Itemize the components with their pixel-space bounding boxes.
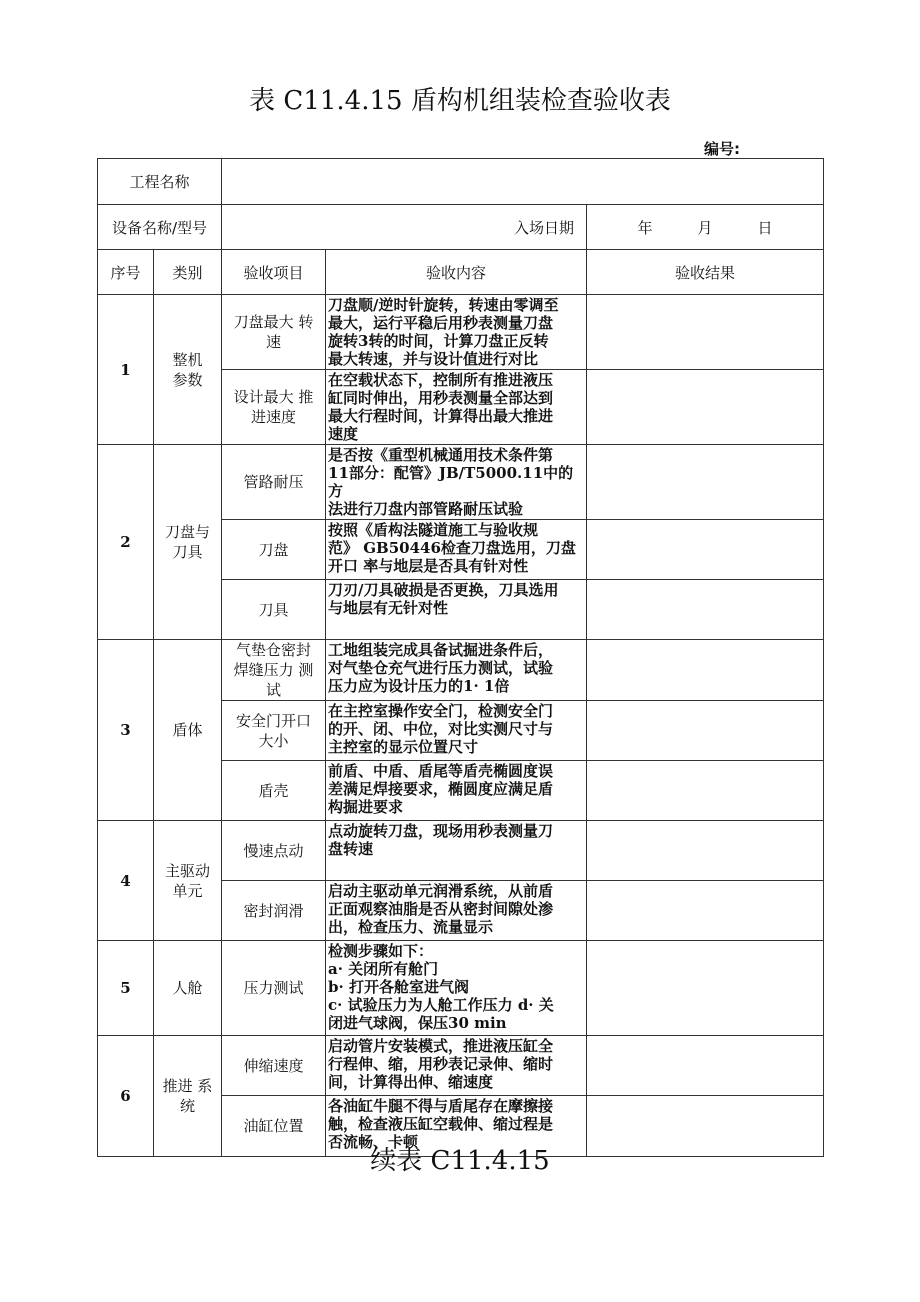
inspection-item-cell: 气垫仓密封 焊缝压力 测 试 — [222, 640, 326, 701]
inspection-content-cell: 刀刃/刀具破损是否更换，刀具选用 与地层有无针对性 — [326, 580, 587, 640]
table-row — [98, 941, 824, 1036]
row-number: 2 — [98, 445, 154, 640]
inspection-content-cell: 各油缸牛腿不得与盾尾存在摩擦接 触，检查液压缸空载伸、缩过程是 否流畅、卡顿 — [326, 1096, 587, 1157]
inspection-result-cell[interactable] — [587, 941, 824, 1036]
date-day-label: 日 — [757, 218, 773, 237]
inspection-result-cell[interactable] — [587, 640, 824, 701]
project-name-field[interactable] — [222, 159, 824, 205]
inspection-item-cell: 密封润滑 — [222, 881, 326, 941]
inspection-item-cell: 盾壳 — [222, 761, 326, 821]
doc-number-label: 编号: — [704, 140, 740, 158]
category-cell: 整机 参数 — [154, 295, 222, 445]
inspection-result-cell[interactable] — [587, 370, 824, 445]
col-header-category: 类别 — [154, 250, 222, 295]
date-year-label: 年 — [637, 218, 653, 237]
date-month-label: 月 — [697, 218, 713, 237]
inspection-item-cell: 伸缩速度 — [222, 1036, 326, 1096]
inspection-result-cell[interactable] — [587, 445, 824, 520]
inspection-item-cell: 刀盘最大 转 速 — [222, 295, 326, 370]
inspection-item-cell: 设计最大 推 进速度 — [222, 370, 326, 445]
inspection-content-cell: 检测步骤如下： a· 关闭所有舱门 b· 打开各舱室进气阀 c· 试验压力为人舱工作压力 d· 关 闭进气球阀，保压30 min — [326, 941, 587, 1036]
inspection-content-cell: 在空载状态下，控制所有推进液压 缸同时伸出，用秒表测量全部达到 最大行程时间，计算得出最大推进 速度 — [326, 370, 587, 445]
col-header-no: 序号 — [98, 250, 154, 295]
row-number: 4 — [98, 821, 154, 941]
inspection-item-cell: 管路耐压 — [222, 445, 326, 520]
inspection-result-cell[interactable] — [587, 1036, 824, 1096]
inspection-item-cell: 刀具 — [222, 580, 326, 640]
inspection-content-cell: 是否按《重型机械通用技术条件第 11部分：配管》JB/T5000.11中的 方 法进行刀盘内部管路耐压试验 — [326, 445, 587, 520]
inspection-content-cell: 在主控室操作安全门，检测安全门 的开、闭、中位，对比实测尺寸与 主控室的显示位置尺寸 — [326, 701, 587, 761]
category-cell: 主驱动 单元 — [154, 821, 222, 941]
row-number: 1 — [98, 295, 154, 445]
row-number: 3 — [98, 640, 154, 821]
inspection-content-cell: 启动主驱动单元润滑系统，从前盾 正面观察油脂是否从密封间隙处渗 出，检查压力、流量显示 — [326, 881, 587, 941]
entry-date-field[interactable] — [587, 205, 824, 250]
inspection-result-cell[interactable] — [587, 701, 824, 761]
inspection-result-cell[interactable] — [587, 881, 824, 941]
inspection-content-cell: 工地组装完成具备试掘进条件后， 对气垫仓充气进行压力测试，试验 压力应为设计压力的1· 1倍 — [326, 640, 587, 701]
page-title: 表 C11.4.15 盾构机组装检查验收表 — [249, 86, 671, 116]
table-row — [98, 295, 824, 370]
inspection-result-cell[interactable] — [587, 821, 824, 881]
inspection-item-cell: 油缸位置 — [222, 1096, 326, 1157]
row-number: 6 — [98, 1036, 154, 1157]
table-row — [98, 640, 824, 701]
equipment-label: 设备名称/型号 — [98, 205, 222, 250]
table-row — [98, 445, 824, 520]
row-number: 5 — [98, 941, 154, 1036]
table-row — [98, 821, 824, 881]
inspection-result-cell[interactable] — [587, 761, 824, 821]
inspection-content-cell: 刀盘顺/逆时针旋转，转速由零调至 最大，运行平稳后用秒表测量刀盘 旋转3转的时间，计算刀盘正反转 最大转速，并与设计值进行对比 — [326, 295, 587, 370]
inspection-result-cell[interactable] — [587, 295, 824, 370]
inspection-result-cell[interactable] — [587, 520, 824, 580]
inspection-content-cell: 前盾、中盾、盾尾等盾壳椭圆度误 差满足焊接要求，椭圆度应满足盾 构掘进要求 — [326, 761, 587, 821]
col-header-content: 验收内容 — [326, 250, 587, 295]
col-header-item: 验收项目 — [222, 250, 326, 295]
project-name-label: 工程名称 — [98, 159, 222, 205]
category-cell: 人舱 — [154, 941, 222, 1036]
inspection-table — [97, 158, 824, 1157]
category-cell: 推进 系 统 — [154, 1036, 222, 1157]
inspection-content-cell: 按照《盾构法隧道施工与验收规 范》 GB50446检查刀盘选用，刀盘 开口 率与地层是否具有针对性 — [326, 520, 587, 580]
category-cell: 刀盘与 刀具 — [154, 445, 222, 640]
entry-date-label: 入场日期 — [222, 205, 587, 250]
inspection-result-cell[interactable] — [587, 580, 824, 640]
inspection-content-cell: 点动旋转刀盘，现场用秒表测量刀 盘转速 — [326, 821, 587, 881]
project-name-row — [98, 159, 824, 205]
table-row — [98, 1036, 824, 1096]
inspection-item-cell: 慢速点动 — [222, 821, 326, 881]
equipment-row — [98, 205, 824, 250]
inspection-item-cell: 安全门开口 大小 — [222, 701, 326, 761]
inspection-content-cell: 启动管片安装模式，推进液压缸全 行程伸、缩，用秒表记录伸、缩时 间，计算得出伸、缩速度 — [326, 1036, 587, 1096]
continuation-title: 续表 C11.4.15 — [370, 1146, 550, 1176]
category-cell: 盾体 — [154, 640, 222, 821]
inspection-item-cell: 压力测试 — [222, 941, 326, 1036]
inspection-item-cell: 刀盘 — [222, 520, 326, 580]
col-header-result: 验收结果 — [587, 250, 824, 295]
column-header-row — [98, 250, 824, 295]
